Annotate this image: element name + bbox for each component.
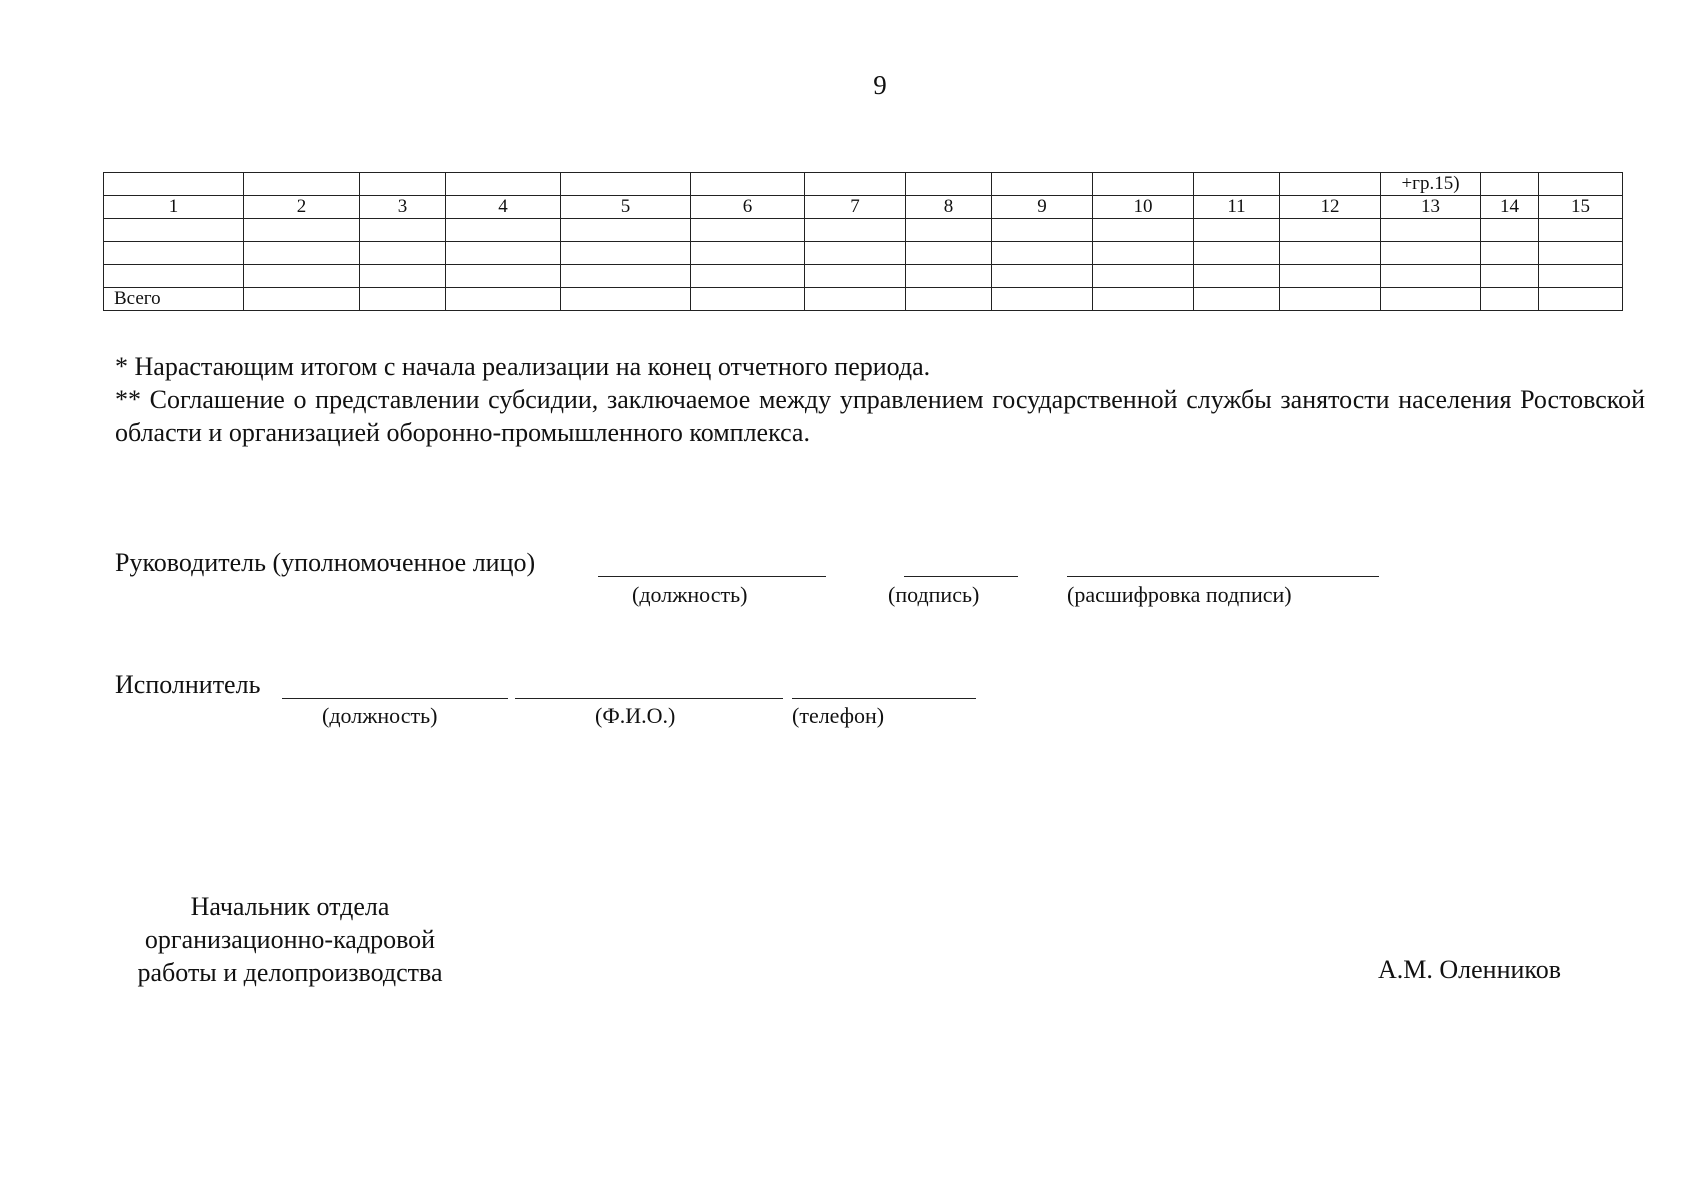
footnotes [115,350,1645,449]
column-number: 8 [906,196,992,219]
executor-position-line [282,698,508,699]
table-cell [992,173,1093,196]
total-row [104,288,1623,311]
table-row [104,242,1623,265]
page-number: 9 [873,70,887,100]
table-cell [805,173,906,196]
column-number-row [104,196,1623,219]
footnote-1: * Нарастающим итогом с начала реализации на конец отчетного периода. [115,352,931,381]
head-decoding-line [1067,576,1379,577]
column-number: 15 [1539,196,1623,219]
column-number: 5 [561,196,691,219]
column-number: 10 [1093,196,1194,219]
executor-phone-caption: (телефон) [792,703,885,728]
executor-position-caption: (должность) [322,703,438,728]
table-cell [360,173,446,196]
column-number: 12 [1280,196,1381,219]
column-number: 9 [992,196,1093,219]
executor-name-line [515,698,783,699]
table-cell [1481,173,1539,196]
signatory-title-line: Начальник отдела [190,892,390,921]
signatory-title [115,890,465,989]
column-number: 14 [1481,196,1539,219]
executor-name-caption: (Ф.И.О.) [595,703,676,728]
head-signature-line [904,576,1018,577]
signatory-title-line: работы и делопроизводства [137,958,443,987]
table-cell [906,173,992,196]
signatory-name: А.М. Оленников [1378,955,1562,984]
column-number: 1 [104,196,244,219]
report-table [103,172,1623,311]
table-cell [1280,173,1381,196]
table-cell: +гр.15) [1381,173,1481,196]
column-number: 7 [805,196,906,219]
table-cell [244,173,360,196]
executor-label: Исполнитель [115,670,261,699]
head-position-line [598,576,826,577]
executor-phone-line [792,698,976,699]
column-number: 6 [691,196,805,219]
signatory-title-line: организационно-кадровой [144,925,436,954]
table-row [104,265,1623,288]
column-number: 2 [244,196,360,219]
table-header-continuation-row [104,173,1623,196]
head-signature-caption: (подпись) [888,582,980,607]
table-cell [1194,173,1280,196]
head-decoding-caption: (расшифровка подписи) [1067,582,1292,607]
table-cell [561,173,691,196]
table-cell [691,173,805,196]
table-cell [1093,173,1194,196]
head-label: Руководитель (уполномоченное лицо) [115,548,536,577]
table-cell [446,173,561,196]
table-cell [1539,173,1623,196]
head-position-caption: (должность) [632,582,748,607]
column-number: 3 [360,196,446,219]
column-number: 4 [446,196,561,219]
footnote-2: ** Соглашение о представлении субсидии, заключаемое между управлением государственной службы занятости населения Ростовской области и организацией оборонно-промышленного комплекса. [115,385,1645,447]
table-row [104,219,1623,242]
total-label: Всего [104,288,244,311]
column-number: 13 [1381,196,1481,219]
table-cell [104,173,244,196]
column-number: 11 [1194,196,1280,219]
